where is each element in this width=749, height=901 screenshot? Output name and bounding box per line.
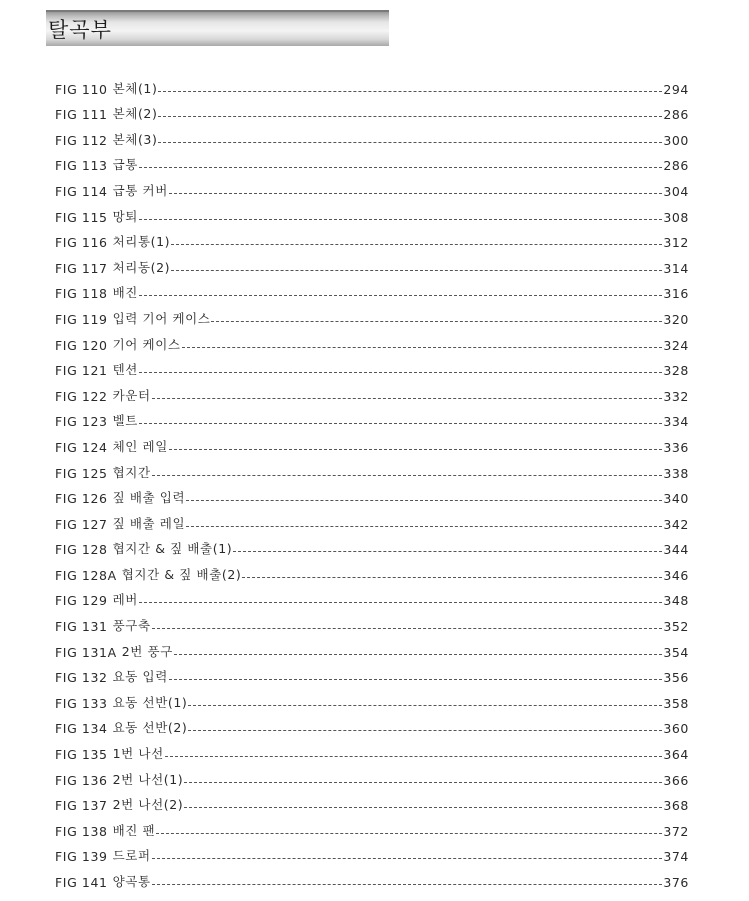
fig-code: FIG 122 bbox=[55, 388, 108, 404]
toc-entry[interactable] bbox=[55, 122, 689, 148]
dotted-leader bbox=[186, 525, 662, 527]
page-number: 342 bbox=[663, 516, 689, 532]
fig-title: 드로퍼 bbox=[112, 848, 151, 864]
toc-entry[interactable] bbox=[55, 404, 689, 430]
fig-title: 풍구축 bbox=[112, 618, 151, 634]
fig-title: 1번 나선 bbox=[112, 746, 164, 762]
dotted-leader bbox=[188, 729, 662, 731]
fig-code: FIG 120 bbox=[55, 337, 108, 353]
toc-entry[interactable] bbox=[55, 173, 689, 199]
page-number: 328 bbox=[663, 363, 689, 379]
fig-code: FIG 112 bbox=[55, 132, 108, 148]
fig-code: FIG 111 bbox=[55, 107, 108, 123]
fig-title: 배진 팬 bbox=[112, 822, 156, 838]
page-number: 340 bbox=[663, 491, 689, 507]
page-number: 374 bbox=[663, 849, 689, 865]
fig-code: FIG 123 bbox=[55, 414, 108, 430]
page-number: 286 bbox=[663, 158, 689, 174]
toc-entry[interactable] bbox=[55, 199, 689, 225]
toc-entry[interactable] bbox=[55, 864, 689, 890]
fig-code: FIG 131A bbox=[55, 644, 117, 660]
dotted-leader bbox=[139, 166, 662, 168]
fig-code: FIG 125 bbox=[55, 465, 108, 481]
fig-title: 체인 레일 bbox=[112, 438, 168, 454]
toc-entry[interactable] bbox=[55, 736, 689, 762]
fig-title: 양곡통 bbox=[112, 874, 151, 889]
toc-entry[interactable] bbox=[55, 250, 689, 276]
dotted-leader bbox=[242, 576, 662, 578]
page-number: 376 bbox=[663, 875, 689, 890]
dotted-leader bbox=[186, 499, 662, 501]
dotted-leader bbox=[169, 678, 662, 680]
fig-title: 망퇴 bbox=[112, 208, 138, 224]
fig-title: 2번 풍구 bbox=[121, 643, 173, 659]
toc-entry[interactable] bbox=[55, 660, 689, 686]
page-number: 336 bbox=[663, 439, 689, 455]
fig-code: FIG 118 bbox=[55, 286, 108, 302]
dotted-leader bbox=[165, 755, 663, 757]
toc-entry[interactable] bbox=[55, 455, 689, 481]
fig-title: 처리동(2) bbox=[112, 259, 171, 275]
fig-title: 짚 배출 레일 bbox=[112, 515, 186, 531]
fig-title: 레버 bbox=[112, 592, 138, 608]
fig-title: 협지간 & 짚 배출(2) bbox=[121, 566, 242, 582]
dotted-leader bbox=[139, 294, 662, 296]
toc-entry[interactable] bbox=[55, 583, 689, 609]
fig-title: 텐션 bbox=[112, 362, 138, 378]
fig-title: 협지간 bbox=[112, 464, 151, 480]
page-number: 372 bbox=[663, 823, 689, 839]
fig-code: FIG 135 bbox=[55, 747, 108, 763]
toc-entry[interactable] bbox=[55, 97, 689, 123]
page-number: 366 bbox=[663, 772, 689, 788]
dotted-leader bbox=[152, 474, 663, 476]
page-number: 352 bbox=[663, 619, 689, 635]
toc-entry[interactable] bbox=[55, 225, 689, 251]
page-number: 312 bbox=[663, 235, 689, 251]
fig-title: 본체(2) bbox=[112, 106, 158, 122]
page-number: 338 bbox=[663, 465, 689, 481]
dotted-leader bbox=[152, 627, 663, 629]
fig-title: 벨트 bbox=[112, 413, 138, 429]
page-number: 294 bbox=[663, 81, 689, 97]
fig-code: FIG 114 bbox=[55, 183, 108, 199]
toc-entry[interactable] bbox=[55, 532, 689, 558]
page-number: 344 bbox=[663, 542, 689, 558]
fig-code: FIG 113 bbox=[55, 158, 108, 174]
fig-code: FIG 128 bbox=[55, 542, 108, 558]
dotted-leader bbox=[233, 550, 662, 552]
fig-code: FIG 129 bbox=[55, 593, 108, 609]
page-number: 364 bbox=[663, 747, 689, 763]
page-number: 368 bbox=[663, 798, 689, 814]
toc-entry[interactable] bbox=[55, 353, 689, 379]
dotted-leader bbox=[158, 141, 662, 143]
toc-entry[interactable] bbox=[55, 506, 689, 532]
fig-title: 본체(1) bbox=[112, 80, 158, 96]
dotted-leader bbox=[158, 90, 662, 92]
page-number: 314 bbox=[663, 260, 689, 276]
dotted-leader bbox=[139, 422, 662, 424]
fig-title: 2번 나선(2) bbox=[112, 797, 184, 813]
fig-title: 기어 케이스 bbox=[112, 336, 181, 352]
fig-code: FIG 119 bbox=[55, 311, 108, 327]
fig-code: FIG 110 bbox=[55, 81, 108, 97]
page-number: 332 bbox=[663, 388, 689, 404]
fig-code: FIG 131 bbox=[55, 619, 108, 635]
toc-entry[interactable] bbox=[55, 71, 689, 97]
page-number: 324 bbox=[663, 337, 689, 353]
toc-entry[interactable] bbox=[55, 788, 689, 814]
fig-title: 처리통(1) bbox=[112, 234, 171, 250]
dotted-leader bbox=[158, 115, 662, 117]
page-number: 308 bbox=[663, 209, 689, 225]
toc-entry[interactable] bbox=[55, 327, 689, 353]
page-number: 300 bbox=[663, 132, 689, 148]
dotted-leader bbox=[211, 320, 662, 322]
toc-entry[interactable] bbox=[55, 813, 689, 839]
dotted-leader bbox=[152, 857, 663, 859]
toc-entry[interactable] bbox=[55, 276, 689, 302]
page-number: 334 bbox=[663, 414, 689, 430]
fig-title: 요동 입력 bbox=[112, 669, 168, 685]
fig-title: 급통 커버 bbox=[112, 182, 168, 198]
fig-code: FIG 117 bbox=[55, 260, 108, 276]
toc-entry[interactable] bbox=[55, 301, 689, 327]
dotted-leader bbox=[171, 269, 662, 271]
fig-code: FIG 127 bbox=[55, 516, 108, 532]
fig-title: 카운터 bbox=[112, 387, 151, 403]
dotted-leader bbox=[184, 806, 662, 808]
fig-code: FIG 136 bbox=[55, 772, 108, 788]
fig-code: FIG 134 bbox=[55, 721, 108, 737]
fig-title: 짚 배출 입력 bbox=[112, 490, 186, 506]
fig-code: FIG 133 bbox=[55, 695, 108, 711]
dotted-leader bbox=[169, 448, 662, 450]
fig-title: 요동 선반(1) bbox=[112, 694, 188, 710]
fig-code: FIG 132 bbox=[55, 670, 108, 686]
page-number: 348 bbox=[663, 593, 689, 609]
page-number: 316 bbox=[663, 286, 689, 302]
fig-title: 요동 선반(2) bbox=[112, 720, 188, 736]
fig-code: FIG 138 bbox=[55, 823, 108, 839]
page-number: 356 bbox=[663, 670, 689, 686]
fig-title: 배진 bbox=[112, 285, 138, 301]
dotted-leader bbox=[139, 601, 662, 603]
dotted-leader bbox=[184, 781, 662, 783]
dotted-leader bbox=[182, 346, 663, 348]
page-number: 304 bbox=[663, 183, 689, 199]
dotted-leader bbox=[139, 371, 662, 373]
toc-entry[interactable] bbox=[55, 148, 689, 174]
fig-title: 2번 나선(1) bbox=[112, 771, 184, 787]
fig-code: FIG 139 bbox=[55, 849, 108, 865]
dotted-leader bbox=[169, 192, 662, 194]
page-number: 320 bbox=[663, 311, 689, 327]
page-number: 360 bbox=[663, 721, 689, 737]
toc-entry[interactable] bbox=[55, 839, 689, 865]
toc-entry[interactable] bbox=[55, 378, 689, 404]
fig-code: FIG 116 bbox=[55, 235, 108, 251]
dotted-leader bbox=[152, 397, 663, 399]
fig-code: FIG 121 bbox=[55, 363, 108, 379]
page-number: 286 bbox=[663, 107, 689, 123]
table-of-contents bbox=[55, 71, 689, 890]
dotted-leader bbox=[188, 704, 662, 706]
page-number: 358 bbox=[663, 695, 689, 711]
toc-entry[interactable] bbox=[55, 557, 689, 583]
fig-title: 급통 bbox=[112, 157, 138, 173]
section-title: 탈곡부 bbox=[48, 18, 112, 42]
fig-title: 본체(3) bbox=[112, 131, 158, 147]
fig-code: FIG 137 bbox=[55, 798, 108, 814]
toc-entry[interactable] bbox=[55, 634, 689, 660]
dotted-leader bbox=[156, 832, 662, 834]
toc-entry[interactable] bbox=[55, 481, 689, 507]
page-number: 346 bbox=[663, 567, 689, 583]
dotted-leader bbox=[174, 653, 662, 655]
dotted-leader bbox=[171, 243, 662, 245]
fig-code: FIG 128A bbox=[55, 567, 117, 583]
toc-entry[interactable] bbox=[55, 685, 689, 711]
fig-code: FIG 115 bbox=[55, 209, 108, 225]
fig-code: FIG 141 bbox=[55, 875, 108, 890]
dotted-leader bbox=[139, 218, 662, 220]
toc-entry[interactable] bbox=[55, 711, 689, 737]
toc-entry[interactable] bbox=[55, 429, 689, 455]
fig-title: 협지간 & 짚 배출(1) bbox=[112, 541, 233, 557]
fig-title: 입력 기어 케이스 bbox=[112, 310, 211, 326]
toc-entry[interactable] bbox=[55, 608, 689, 634]
page-number: 354 bbox=[663, 644, 689, 660]
fig-code: FIG 124 bbox=[55, 439, 108, 455]
toc-entry[interactable] bbox=[55, 762, 689, 788]
dotted-leader bbox=[152, 883, 663, 885]
fig-code: FIG 126 bbox=[55, 491, 108, 507]
